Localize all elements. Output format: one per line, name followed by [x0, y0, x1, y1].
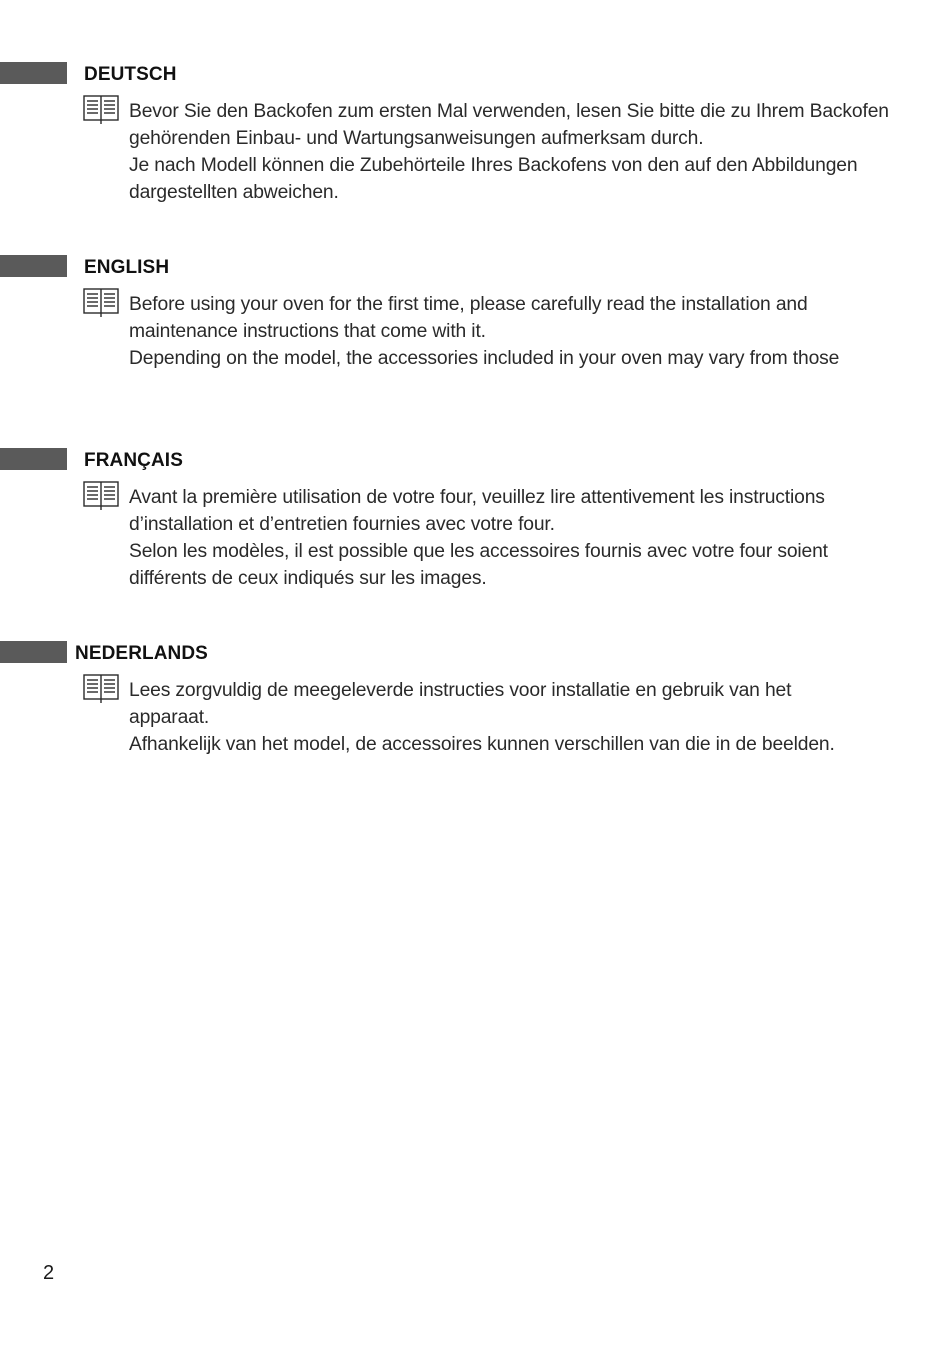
- page-number: 2: [43, 1262, 55, 1284]
- open-book-icon: [83, 674, 119, 704]
- paragraph-accessories-notice: Selon les modèles, il est possible que les accessoires fournis avec votre four soient différents de ceux indiqués sur les images.: [129, 541, 828, 589]
- section-body: [129, 677, 869, 758]
- section-tab-marker: [0, 255, 67, 277]
- section-title: NEDERLANDS: [75, 643, 208, 664]
- paragraph-accessories-notice: Depending on the model, the accessories included in your oven may vary from those: [129, 348, 840, 369]
- open-book-icon: [83, 95, 119, 125]
- section-body: [129, 484, 869, 592]
- section-body: [129, 98, 919, 206]
- paragraph-install-notice: Lees zorgvuldig de meegeleverde instructies voor installatie en gebruik van het apparaat.: [129, 680, 792, 728]
- paragraph-accessories-notice: Afhankelijk van het model, de accessoires kunnen verschillen van die in de beelden.: [129, 734, 835, 755]
- open-book-icon: [83, 288, 119, 318]
- section-tab-marker: [0, 448, 67, 470]
- section-title: ENGLISH: [84, 257, 170, 278]
- open-book-icon: [83, 481, 119, 511]
- paragraph-install-notice: Avant la première utilisation de votre four, veuillez lire attentivement les instructions d’installation et d’entretien fournies avec votre four.: [129, 487, 825, 535]
- section-tab-marker: [0, 62, 67, 84]
- paragraph-accessories-notice: Je nach Modell können die Zubehörteile Ihres Backofens von den auf den Abbildungen dargestellten abweichen.: [129, 155, 858, 203]
- section-title: FRANÇAIS: [84, 450, 183, 471]
- paragraph-install-notice: Before using your oven for the first time, please carefully read the installation and maintenance instructions that come with it.: [129, 294, 808, 342]
- section-body: [129, 291, 849, 372]
- section-title: DEUTSCH: [84, 64, 177, 85]
- section-tab-marker: [0, 641, 67, 663]
- paragraph-install-notice: Bevor Sie den Backofen zum ersten Mal verwenden, lesen Sie bitte die zu Ihrem Backofen gehörenden Einbau- und Wartungsanweisungen aufmerksam durch.: [129, 101, 889, 149]
